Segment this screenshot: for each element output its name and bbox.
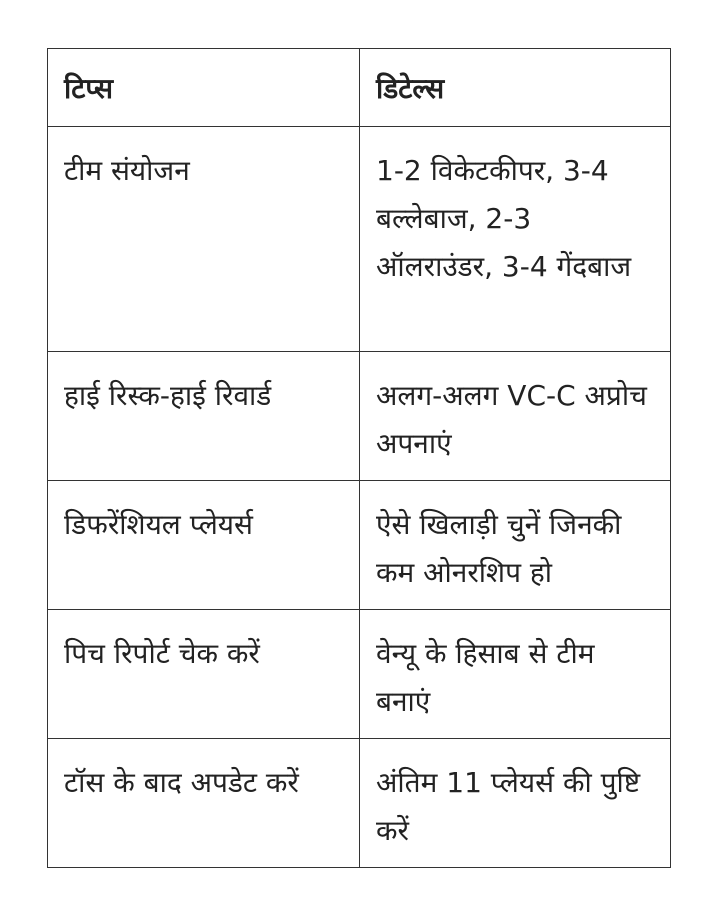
tip-cell: टीम संयोजन xyxy=(48,127,360,352)
detail-cell: ऐसे खिलाड़ी चुनें जिनकी कम ओनरशिप हो xyxy=(360,481,671,610)
tip-cell: टॉस के बाद अपडेट करें xyxy=(48,739,360,868)
tips-table xyxy=(47,48,671,868)
table-row xyxy=(48,352,671,481)
detail-cell: 1-2 विकेटकीपर, 3-4 बल्लेबाज, 2-3 ऑलराउंडर, 3-4 गेंदबाज xyxy=(360,127,671,352)
detail-cell: अलग-अलग VC-C अप्रोच अपनाएं xyxy=(360,352,671,481)
column-header-details: डिटेल्स xyxy=(360,49,671,127)
table-row xyxy=(48,610,671,739)
detail-cell: वेन्यू के हिसाब से टीम बनाएं xyxy=(360,610,671,739)
column-header-tips: टिप्स xyxy=(48,49,360,127)
table-row xyxy=(48,481,671,610)
table-row xyxy=(48,739,671,868)
table-row xyxy=(48,127,671,352)
tip-cell: हाई रिस्क-हाई रिवार्ड xyxy=(48,352,360,481)
tip-cell: पिच रिपोर्ट चेक करें xyxy=(48,610,360,739)
detail-cell: अंतिम 11 प्लेयर्स की पुष्टि करें xyxy=(360,739,671,868)
table-header-row xyxy=(48,49,671,127)
tip-cell: डिफरेंशियल प्लेयर्स xyxy=(48,481,360,610)
